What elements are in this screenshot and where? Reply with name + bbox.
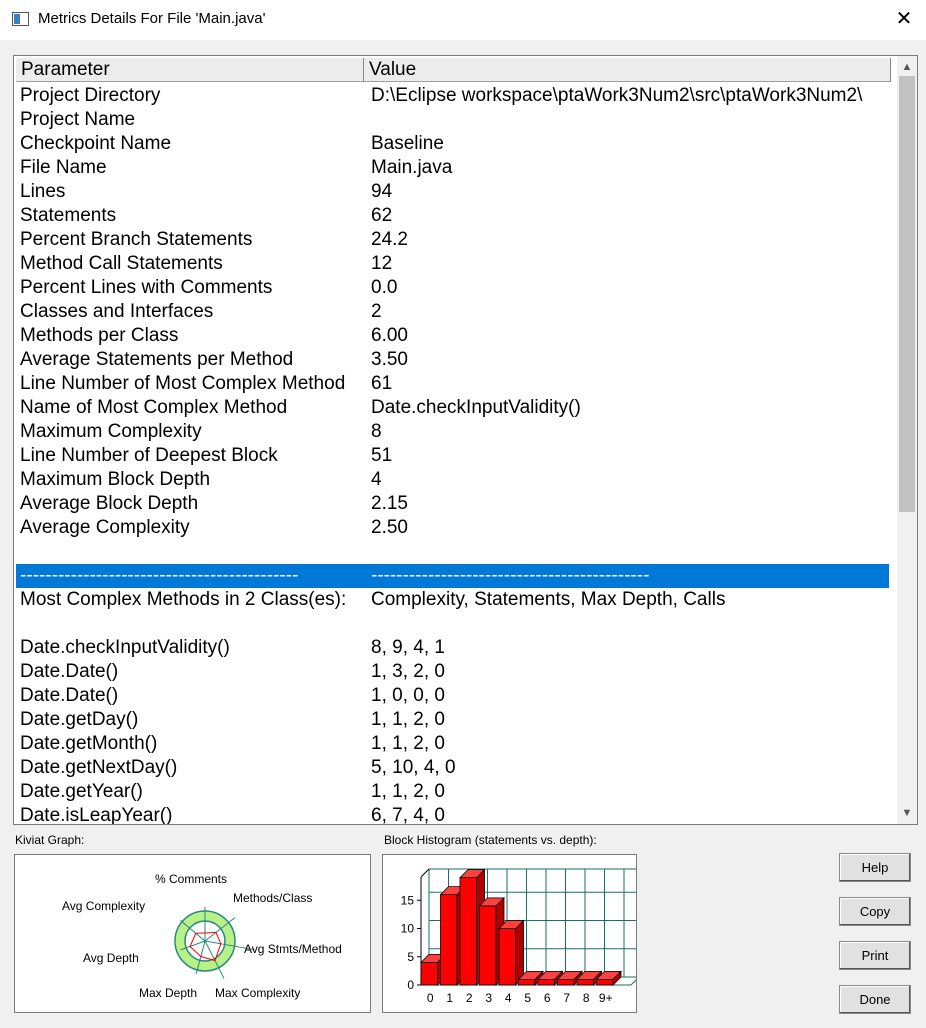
table-row[interactable] — [16, 84, 889, 108]
close-icon[interactable]: ✕ — [895, 8, 913, 30]
row-value: 24.2 — [371, 229, 408, 250]
table-row[interactable] — [16, 180, 889, 204]
table-row[interactable] — [16, 276, 889, 300]
row-value: 51 — [371, 445, 393, 466]
histogram-x-tick-label: 6 — [543, 991, 551, 1005]
histogram-x-tick-label: 9+ — [598, 991, 613, 1005]
table-row[interactable] — [16, 108, 889, 132]
row-value: Baseline — [371, 133, 444, 154]
row-parameter: Date.getDay() — [20, 709, 139, 730]
kiviat-axis-label: Avg Depth — [83, 951, 139, 965]
scroll-down-icon[interactable]: ▼ — [901, 807, 913, 819]
kiviat-axis-label: % Comments — [155, 872, 228, 886]
kiviat-graph — [14, 854, 371, 1013]
table-row[interactable] — [16, 684, 889, 708]
row-value: 2.50 — [371, 517, 408, 538]
row-value: 94 — [371, 181, 393, 202]
row-value: 4 — [371, 469, 382, 490]
histogram-svg — [383, 855, 636, 1012]
row-parameter: File Name — [20, 157, 107, 178]
row-value: D:\Eclipse workspace\ptaWork3Num2\src\ptaWork3Num2\ — [371, 85, 863, 106]
table-row[interactable] — [16, 804, 889, 825]
row-value: Main.java — [371, 157, 453, 178]
row-parameter: -------------------------------------------- — [20, 565, 299, 586]
histogram-bar — [519, 979, 536, 985]
scroll-thumb[interactable] — [899, 76, 915, 512]
row-parameter: Most Complex Methods in 2 Class(es): — [20, 589, 347, 610]
histogram-x-tick-label: 5 — [524, 991, 532, 1005]
row-parameter: Maximum Complexity — [20, 421, 202, 442]
table-row[interactable] — [16, 324, 889, 348]
row-parameter: Line Number of Deepest Block — [20, 445, 278, 466]
table-row[interactable] — [16, 348, 889, 372]
row-parameter: Project Directory — [20, 85, 161, 106]
histogram-bar — [421, 962, 438, 985]
row-value: 2.15 — [371, 493, 408, 514]
table-row[interactable] — [16, 492, 889, 516]
table-row[interactable] — [16, 396, 889, 420]
row-value: 61 — [371, 373, 393, 394]
histogram-y-tick-label: 15 — [400, 893, 414, 908]
histogram-bar — [441, 895, 458, 985]
histogram-bar — [499, 929, 516, 986]
kiviat-axis-label: Avg Stmts/Method — [244, 942, 342, 956]
histogram-y-tick-label: 0 — [407, 978, 414, 992]
row-parameter: Line Number of Most Complex Method — [20, 373, 346, 394]
row-parameter: Average Statements per Method — [20, 349, 294, 370]
row-value: 1, 1, 2, 0 — [371, 733, 445, 754]
title-bar — [0, 0, 926, 40]
row-parameter: Lines — [20, 181, 66, 202]
row-value: 6.00 — [371, 325, 408, 346]
row-value: Date.checkInputValidity() — [371, 397, 581, 418]
table-row[interactable] — [16, 780, 889, 804]
table-row[interactable] — [16, 732, 889, 756]
table-row[interactable] — [16, 228, 889, 252]
row-parameter: Project Name — [20, 109, 136, 130]
histogram-x-tick-label: 0 — [426, 991, 434, 1005]
row-parameter: Checkpoint Name — [20, 133, 172, 154]
kiviat-label: Kiviat Graph: — [15, 833, 85, 847]
done-button[interactable]: Done — [839, 985, 911, 1014]
table-row[interactable] — [16, 156, 889, 180]
row-parameter: Methods per Class — [20, 325, 179, 346]
table-row[interactable] — [16, 564, 889, 588]
histogram-x-tick-label: 4 — [504, 991, 512, 1005]
table-row[interactable] — [16, 252, 889, 276]
histogram-x-tick-label: 3 — [485, 991, 493, 1005]
row-value: 12 — [371, 253, 393, 274]
row-parameter: Date.checkInputValidity() — [20, 637, 230, 658]
row-parameter: Maximum Block Depth — [20, 469, 211, 490]
row-parameter: Date.getYear() — [20, 781, 143, 802]
table-row[interactable] — [16, 588, 889, 612]
app-icon — [12, 12, 29, 26]
histogram-x-tick-label: 2 — [465, 991, 473, 1005]
table-row[interactable] — [16, 468, 889, 492]
row-parameter: Average Complexity — [20, 517, 190, 538]
row-parameter: Method Call Statements — [20, 253, 223, 274]
histogram-y-axis — [421, 869, 429, 877]
row-value: 8 — [371, 421, 382, 442]
copy-button[interactable]: Copy — [839, 897, 911, 926]
row-value: 1, 3, 2, 0 — [371, 661, 445, 682]
row-parameter: Classes and Interfaces — [20, 301, 214, 322]
histogram-label: Block Histogram (statements vs. depth): — [384, 833, 597, 847]
row-value: -------------------------------------------- — [371, 565, 650, 586]
table-row[interactable] — [16, 372, 889, 396]
histogram-x-tick-label: 8 — [582, 991, 590, 1005]
kiviat-svg — [15, 855, 370, 1012]
row-value: 3.50 — [371, 349, 408, 370]
table-row[interactable] — [16, 204, 889, 228]
row-value: 1, 1, 2, 0 — [371, 781, 445, 802]
row-parameter: Date.getMonth() — [20, 733, 158, 754]
histogram-bar — [597, 979, 614, 985]
column-header-value[interactable]: Value — [364, 58, 891, 82]
histogram-y-tick-label: 5 — [407, 949, 414, 964]
window-title: Metrics Details For File 'Main.java' — [38, 10, 266, 27]
histogram-x-tick-label: 7 — [563, 991, 571, 1005]
row-parameter: Date.isLeapYear() — [20, 805, 173, 825]
row-parameter: Average Block Depth — [20, 493, 199, 514]
histogram-y-tick-label: 10 — [400, 921, 414, 936]
row-parameter: Date.getNextDay() — [20, 757, 178, 778]
row-value: 62 — [371, 205, 393, 226]
table-row[interactable] — [16, 708, 889, 732]
row-value: 6, 7, 4, 0 — [371, 805, 445, 825]
row-parameter: Date.Date() — [20, 661, 119, 682]
histogram-bar — [538, 979, 555, 985]
histogram-bar — [558, 979, 575, 985]
histogram-x-tick-label: 1 — [446, 991, 454, 1005]
row-value: 0.0 — [371, 277, 398, 298]
row-parameter: Date.Date() — [20, 685, 119, 706]
row-parameter: Name of Most Complex Method — [20, 397, 288, 418]
metrics-list[interactable] — [13, 55, 918, 825]
table-row[interactable] — [16, 540, 889, 564]
kiviat-axis-label: Avg Complexity — [62, 899, 146, 913]
table-row[interactable] — [16, 660, 889, 684]
row-value: 1, 0, 0, 0 — [371, 685, 445, 706]
table-row[interactable] — [16, 444, 889, 468]
row-value: 1, 1, 2, 0 — [371, 709, 445, 730]
row-parameter: Percent Lines with Comments — [20, 277, 273, 298]
table-row[interactable] — [16, 300, 889, 324]
row-parameter: Percent Branch Statements — [20, 229, 253, 250]
table-row[interactable] — [16, 636, 889, 660]
row-value: 2 — [371, 301, 382, 322]
table-row[interactable] — [16, 612, 889, 636]
table-row[interactable] — [16, 132, 889, 156]
vertical-scrollbar[interactable] — [897, 56, 917, 824]
list-rows — [16, 84, 889, 825]
list-header — [16, 58, 891, 82]
kiviat-axis-label: Max Depth — [139, 986, 198, 1000]
row-value: 5, 10, 4, 0 — [371, 757, 456, 778]
column-header-parameter[interactable]: Parameter — [16, 58, 364, 82]
table-row[interactable] — [16, 516, 889, 540]
print-button[interactable]: Print — [839, 941, 911, 970]
histogram-bar — [460, 878, 477, 985]
scroll-up-icon[interactable]: ▲ — [901, 61, 913, 73]
histogram-bar — [577, 979, 594, 985]
row-parameter: Statements — [20, 205, 117, 226]
kiviat-axis-label: Methods/Class — [233, 891, 313, 905]
table-row[interactable] — [16, 756, 889, 780]
row-value: 8, 9, 4, 1 — [371, 637, 445, 658]
help-button[interactable]: Help — [839, 853, 911, 882]
table-row[interactable] — [16, 420, 889, 444]
histogram-bar — [480, 906, 497, 985]
row-value: Complexity, Statements, Max Depth, Calls — [371, 589, 726, 610]
block-histogram — [382, 854, 637, 1013]
kiviat-axis-label: Max Complexity — [215, 986, 301, 1000]
